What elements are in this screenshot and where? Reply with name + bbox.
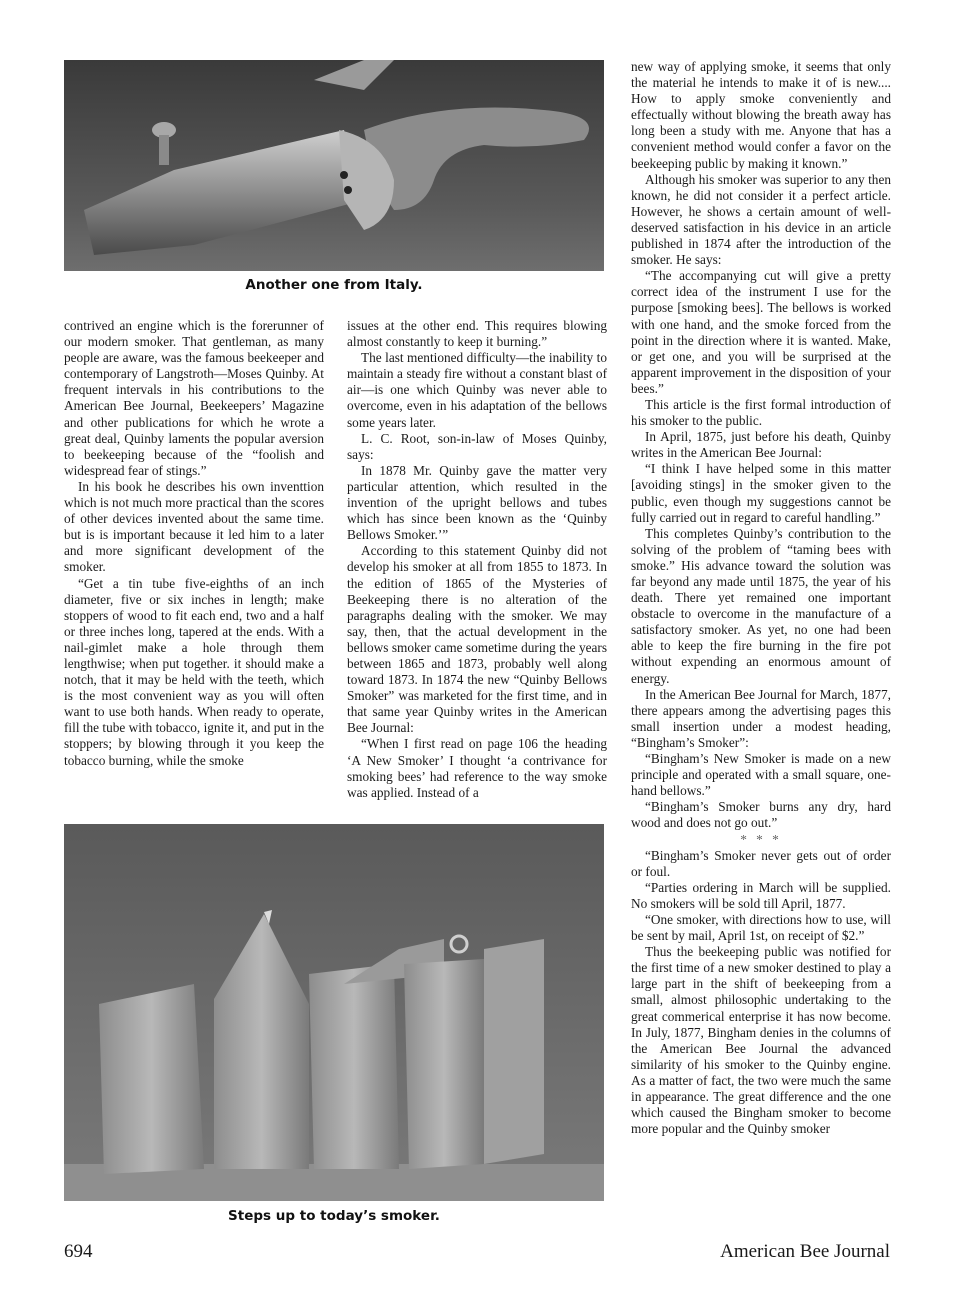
paragraph: “Bingham’s New Smoker is made on a new principle and operated with a small square, one-hand bellows.” [631,751,891,799]
paragraph: In April, 1875, just before his death, Quinby writes in the American Bee Journal: [631,429,891,461]
page-number: 694 [64,1241,93,1262]
paragraph: issues at the other end. This requires blowing almost constantly to keep it burning.” [347,318,607,350]
paragraph: In 1878 Mr. Quinby gave the matter very particular attention, which resulted in the invention of the upright bellows and tubes which has since been known as the ‘Quinby Bellows Smoker.’” [347,462,607,543]
journal-name: American Bee Journal [720,1241,890,1262]
paragraph: “One smoker, with directions how to use, will be sent by mail, April 1st, on receipt of $2.” [631,911,891,944]
paragraph: L. C. Root, son-in-law of Moses Quinby, says: [347,430,607,462]
paragraph: “When I first read on page 106 the heading ‘A New Smoker’ I thought ‘a contrivance for smoking bees’ had reference to the way smoke was applied. Instead of a [347,736,607,800]
paragraph: The last mentioned difficulty—the inability to maintain a steady fire without a constant blast of air—is one which Quinby was never able to overcome, even in his adaptation of the bellows some years later. [347,350,607,430]
photo-smoker-progression [64,824,604,1201]
paragraph: Thus the beekeeping public was notified for the first time of a new smoker destined to play a large part in the shift of beekeeping from a small, almost philosophic undertaking to the great commerical enterprise it has now become. In July, 1877, Bingham denies in the columns of the American Bee Journal the advanced similarity of his smoker to the Quinby engine. As a matter of fact, the two were much the same in appearance. The great difference and the one which caused the Bingham smoker to become more popular and the Quinby smoker [631,944,891,1137]
paragraph: This article is the first formal introduction of his smoker to the public. [631,396,891,429]
figure-caption-bottom: Steps up to today’s smoker. [228,1208,440,1224]
paragraph: “Parties ordering in March will be supplied. No smokers will be sold till April, 1877. [631,879,891,911]
text-column-middle [347,318,607,801]
text-column-right [631,59,891,1137]
paragraph: According to this statement Quinby did not develop his smoker at all from 1855 to 1873. In the edition of 1865 of the Mysteries of Beekeeping there is no alteration of the paragraphs dealing with the smoker. We may say, then, that the actual development in the bellows smoker came sometime during the years between 1865 and 1873, probably well along toward 1873. In 1874 the new “Quinby Bellows Smoker” was marketed for the first time, and in that same year Quinby writes in the American Bee Journal: [347,543,607,736]
paragraph: “Bingham’s Smoker never gets out of order or foul. [631,847,891,879]
paragraph: “I think I have helped some in this matter [avoiding stings] in the smoker given to the public, even though my suggestions cannot be fully carried out in regard to careful handling.” [631,461,891,525]
photo-italian-smoker [64,60,604,271]
paragraph: “The accompanying cut will give a pretty correct idea of the instrument I use for the purpose [smoking bees]. The bellows is worked with one hand, and the smoke forced from the point in the direction where it is wanted. Make, or get one, and you will be surprised at the apparent improvement in the disposition of your bees.” [631,268,891,396]
italian-smoker-image [64,60,604,271]
paragraph: This completes Quinby’s contribution to the solving of the problem of “taming bees with smoke.” His advance toward the solution was far beyond any made until 1875, the year of his death. There yet remained one important obstacle to overcome in the manufacture of a satisfactory smoker. As yet, no one had been able to keep the fire burning in the fire pot without expending an enormous amount of energy. [631,525,891,686]
paragraph: Although his smoker was superior to any then known, he did not consider it a perfect article. However, he shows a certain amount of well-deserved satisfaction in his device in an article published in 1874 after the introduction of the smoker. He says: [631,171,891,268]
paragraph: In the American Bee Journal for March, 1877, there appears among the advertising pages this small insertion under a modest heading, “Bingham’s Smoker”: [631,686,891,750]
figure-caption-top: Another one from Italy. [245,277,423,293]
section-break-stars: * * * [740,831,782,847]
paragraph: In his book he describes his own inventtion which is not much more practical than the scores of other devices invented about the same time. but is is important because it led him to a later and more significant development of the smoker. [64,478,324,575]
paragraph: new way of applying smoke, it seems that only the material he intends to make it of is new.... How to apply smoke conveniently and effectually without blowing the breath away has long been a study with me. Anyone that has a convenient method would confer a favor on the beekeeping public by making it known.” [631,59,891,171]
paragraph: “Bingham’s Smoker burns any dry, hard wood and does not go out.” [631,799,891,831]
paragraph: “Get a tin tube five-eighths of an inch diameter, five or six inches in length; make stoppers of wood to fit each end, two and a half or three inches long, tapered at the ends. With a nail-gimlet make a hole through them lengthwise; when put together. it should make a notch, that it may be held with the teeth, which is the most convenient way as you will often want to use both hands. When ready to operate, fill the tube with tobacco, ignite it, and put in the stoppers; by blowing through it you keep the tobacco burning, while the smoke [64,575,324,768]
smoker-progression-image [64,824,604,1201]
paragraph: contrived an engine which is the forerunner of our modern smoker. That gentleman, as many people are aware, was the famous beekeeper and contemporary of Langstroth—Moses Quinby. At frequent intervals in his contributions to the American Bee Journal, Beekeepers’ Magazine and other publications for which he wrote a great deal, Quinby laments the popular aversion to beekeeping because of the “foolish and widespread fear of stings.” [64,318,324,478]
text-column-left [64,318,324,769]
